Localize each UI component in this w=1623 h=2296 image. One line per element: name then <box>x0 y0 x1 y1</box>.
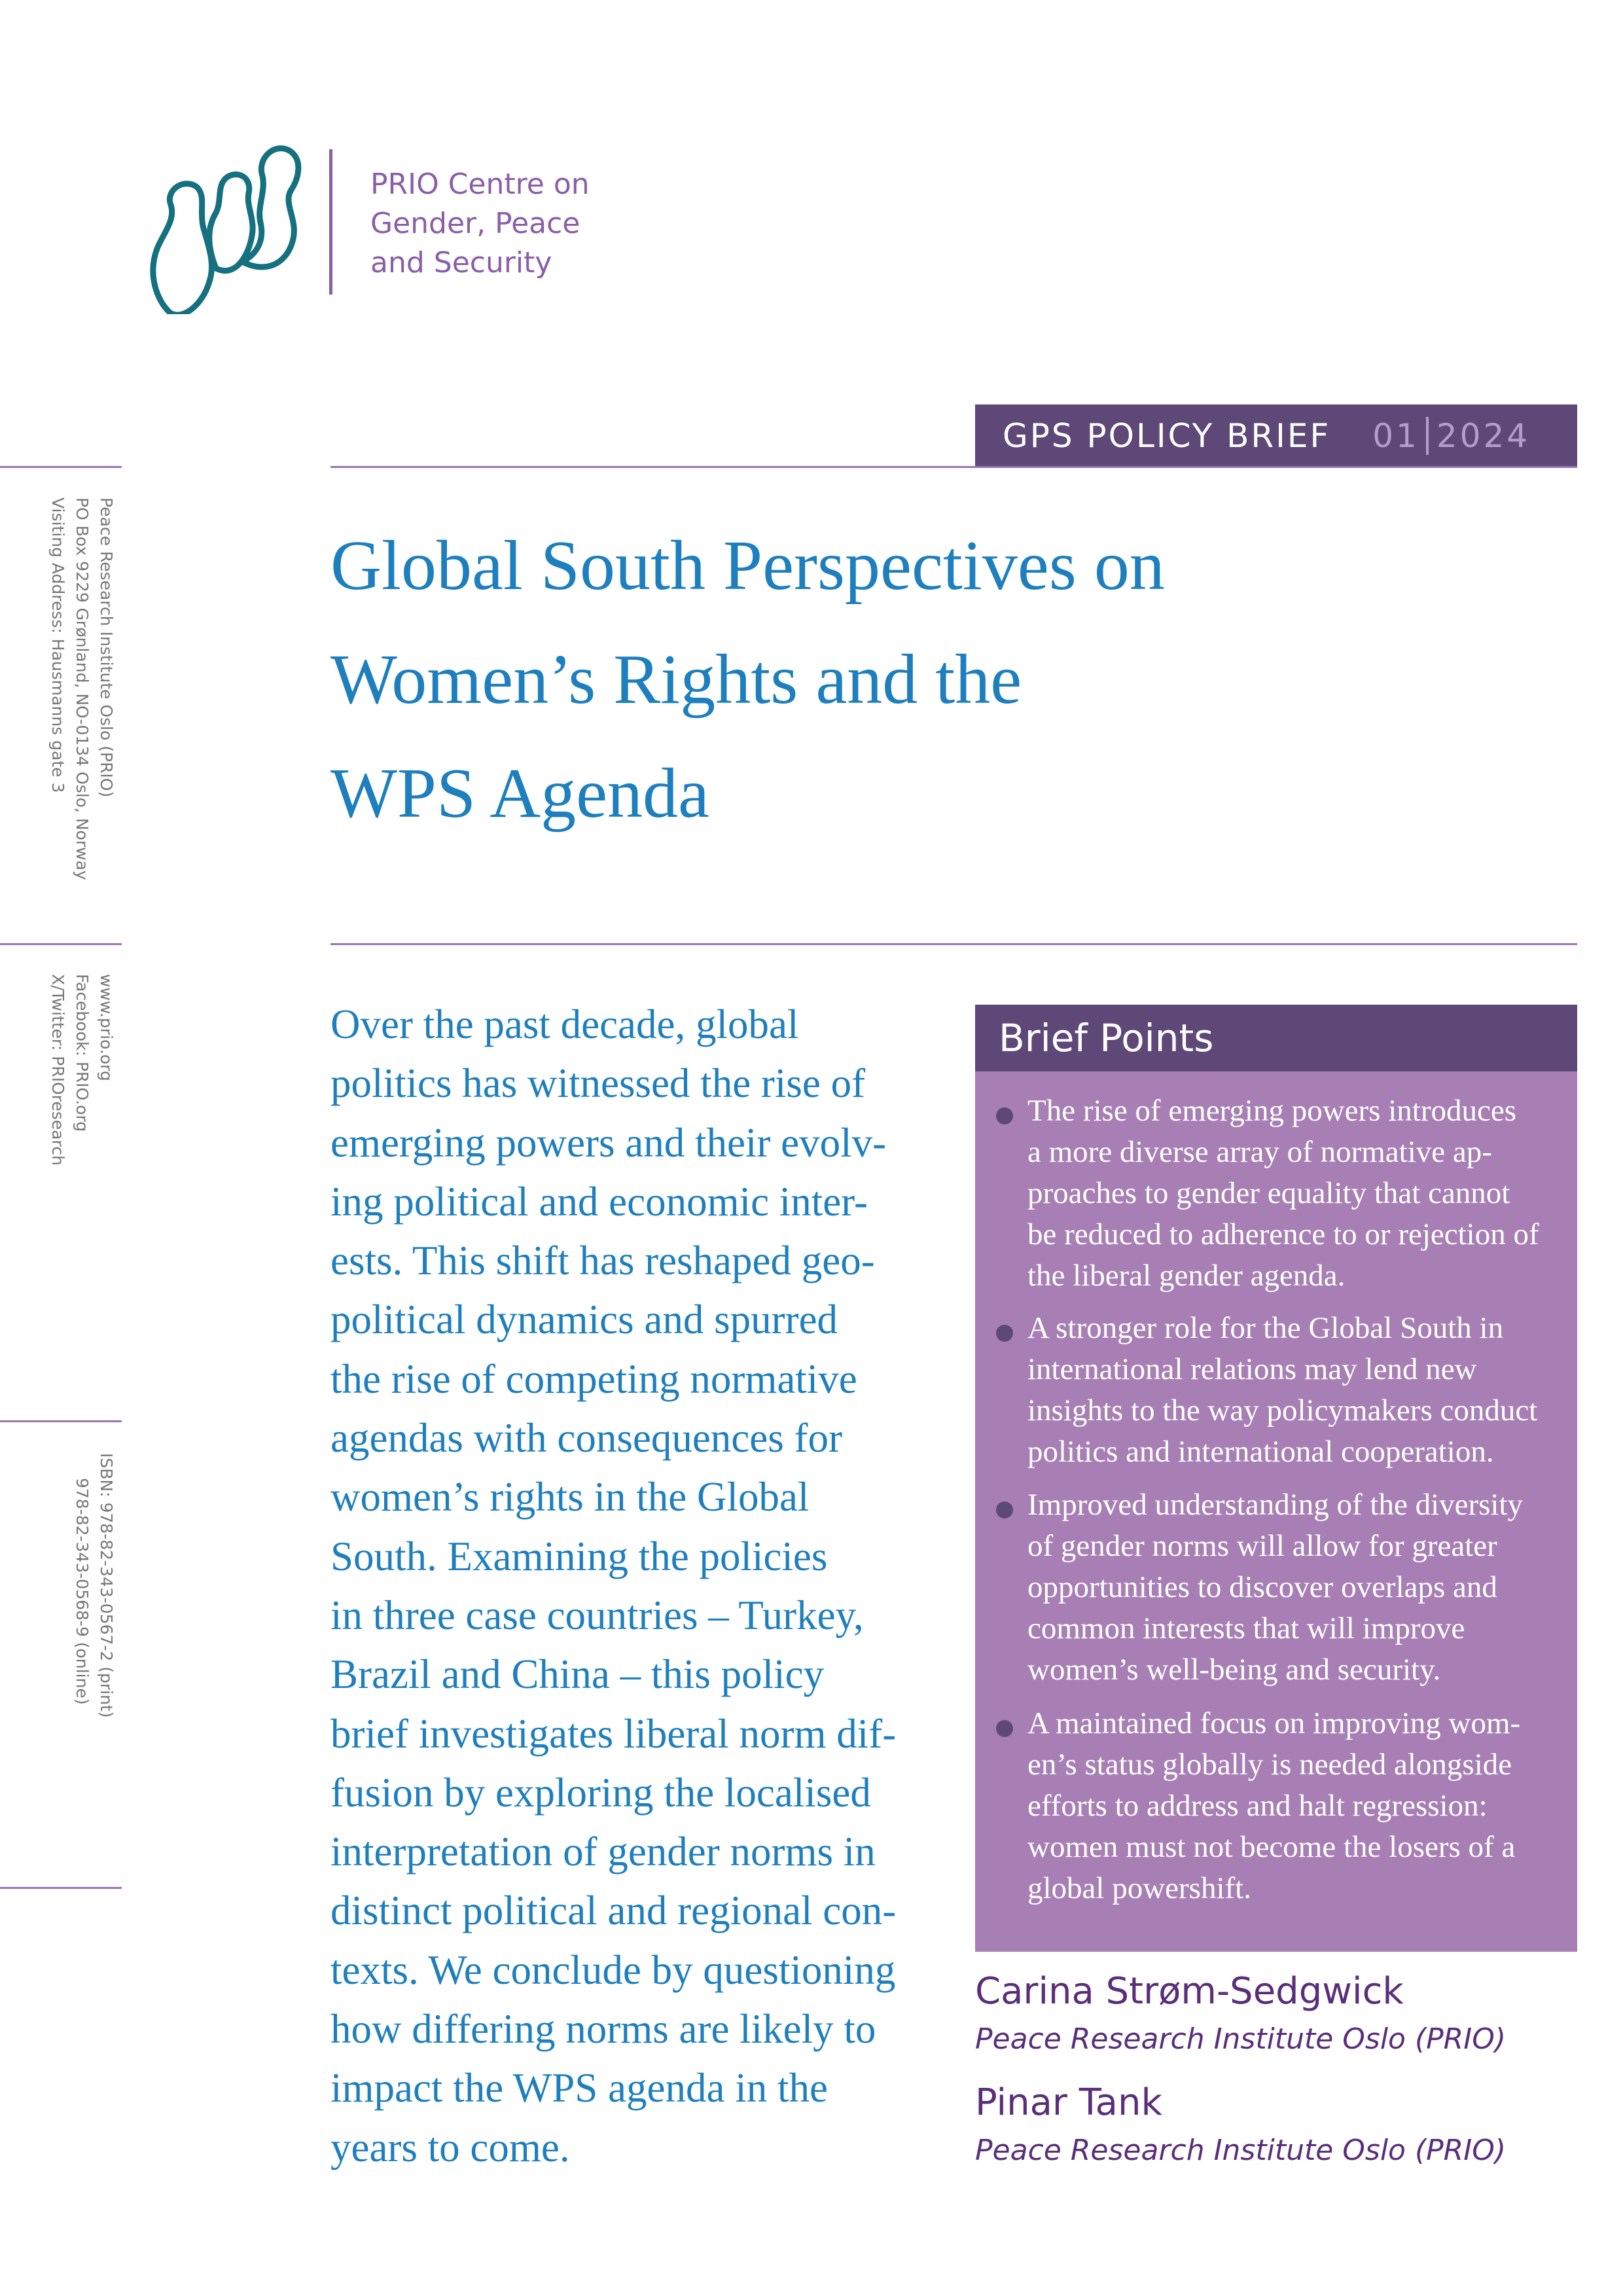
intro-line: fusion by exploring the localised <box>330 1769 871 1816</box>
author-name: Pinar Tank <box>975 2081 1162 2124</box>
title-line: WPS Agenda <box>330 755 709 833</box>
bullet-icon <box>996 1720 1013 1737</box>
address-line: Visiting Address: Hausmanns gate 3 <box>48 497 67 793</box>
social-line[interactable]: Facebook: PRIO.org <box>73 974 92 1132</box>
brief-point-line: en’s status globally is needed alongside <box>1027 1748 1512 1782</box>
issue-year: 2024 <box>1436 416 1531 455</box>
intro-line: women’s rights in the Global <box>330 1474 810 1520</box>
brief-point-line: be reduced to adherence to or rejection of <box>1027 1217 1539 1251</box>
brief-point-line: politics and international cooperation. <box>1027 1435 1494 1469</box>
intro-line: the rise of competing normative <box>330 1355 857 1402</box>
title-rule <box>330 943 1577 945</box>
intro-line: texts. We conclude by questioning <box>330 1946 896 1993</box>
brief-point-line: a more diverse array of normative ap- <box>1027 1135 1492 1169</box>
intro-line: South. Examining the policies <box>330 1533 828 1579</box>
brief-point-line: women’s well-being and security. <box>1027 1653 1441 1687</box>
brief-point-line: A maintained focus on improving wom- <box>1027 1706 1521 1740</box>
logo-divider <box>329 149 332 295</box>
author-affiliation: Peace Research Institute Oslo (PRIO) <box>975 2022 1507 2056</box>
sidebar-rule <box>0 466 122 468</box>
logo-wordmark <box>370 165 698 283</box>
brief-point-line: efforts to address and halt regression: <box>1027 1789 1488 1823</box>
intro-abstract <box>330 995 952 2177</box>
intro-line: ests. This shift has reshaped geo- <box>330 1238 875 1284</box>
isbn-line: ISBN: 978-82-343-0567-2 (print) <box>97 1453 116 1718</box>
isbn-line: 978-82-343-0568-9 (online) <box>73 1478 92 1705</box>
intro-line: interpretation of gender norms in <box>330 1829 876 1875</box>
brief-point-line: the liberal gender agenda. <box>1027 1259 1346 1293</box>
brief-point-line: Improved understanding of the diversity <box>1027 1488 1524 1522</box>
brief-point-line: proaches to gender equality that cannot <box>1027 1176 1510 1210</box>
intro-line: agendas with consequences for <box>330 1415 842 1462</box>
logo-text-line: and Security <box>370 246 552 279</box>
intro-line: ing political and economic inter- <box>330 1178 868 1225</box>
intro-line: politics has witnessed the rise of <box>330 1060 866 1107</box>
intro-line: impact the WPS agenda in the <box>330 2065 828 2111</box>
intro-line: in three case countries – Turkey, <box>330 1592 864 1638</box>
social-line[interactable]: X/Twitter: PRIOresearch <box>48 974 67 1166</box>
brief-point-line: insights to the way policymakers conduct <box>1027 1393 1538 1427</box>
bullet-icon <box>996 1325 1013 1342</box>
intro-line: Over the past decade, global <box>330 1001 799 1047</box>
intro-line: brief investigates liberal norm dif- <box>330 1710 897 1757</box>
series-band <box>975 404 1577 467</box>
intro-line: Brazil and China – this policy <box>330 1651 825 1698</box>
author-name: Carina Strøm-Sedgwick <box>975 1970 1404 2013</box>
brief-points-heading: Brief Points <box>999 1016 1214 1060</box>
intro-line: how differing norms are likely to <box>330 2006 876 2053</box>
issue-number: 01 <box>1372 416 1419 455</box>
brief-point-line: international relations may lend new <box>1027 1352 1477 1386</box>
bullet-icon <box>996 1501 1013 1518</box>
series-label: GPS POLICY BRIEF <box>1003 416 1331 455</box>
three-figures-logo-icon <box>144 137 308 314</box>
brief-point <box>1027 1308 1571 1473</box>
author-affiliation: Peace Research Institute Oslo (PRIO) <box>975 2134 1507 2167</box>
brief-point-line: of gender norms will allow for greater <box>1027 1529 1497 1563</box>
brief-point-line: global powershift. <box>1027 1871 1251 1905</box>
header-rule <box>330 466 1577 468</box>
sidebar-rule <box>0 1420 122 1422</box>
brief-point-line: common interests that will improve <box>1027 1611 1465 1645</box>
address-line: Peace Research Institute Oslo (PRIO) <box>97 497 116 798</box>
intro-line: political dynamics and spurred <box>330 1297 838 1343</box>
brief-point-line: A stronger role for the Global South in <box>1027 1311 1504 1345</box>
web-line[interactable]: www.prio.org <box>97 974 116 1081</box>
bullet-icon <box>996 1107 1013 1124</box>
title-line: Women’s Rights and the <box>330 641 1022 719</box>
band-separator <box>1426 417 1429 455</box>
sidebar-rule <box>0 943 122 945</box>
intro-line: years to come. <box>330 2124 570 2170</box>
brief-point <box>1027 1703 1571 1909</box>
brief-point <box>1027 1484 1571 1691</box>
sidebar-rule <box>0 1887 122 1889</box>
title-line: Global South Perspectives on <box>330 527 1165 605</box>
page-title <box>330 509 1508 851</box>
logo-text-line: PRIO Centre on <box>370 168 590 201</box>
brief-points-header <box>975 1005 1577 1071</box>
brief-point-line: The rise of emerging powers introduces <box>1027 1094 1516 1128</box>
brief-point <box>1027 1090 1571 1297</box>
intro-line: emerging powers and their evolv- <box>330 1119 887 1166</box>
logo-text-line: Gender, Peace <box>370 207 580 240</box>
brief-point-line: women must not become the losers of a <box>1027 1830 1516 1864</box>
brief-point-line: opportunities to discover overlaps and <box>1027 1570 1497 1604</box>
address-line: PO Box 9229 Grønland, NO-0134 Oslo, Norway <box>73 497 92 880</box>
intro-line: distinct political and regional con- <box>330 1888 897 1934</box>
